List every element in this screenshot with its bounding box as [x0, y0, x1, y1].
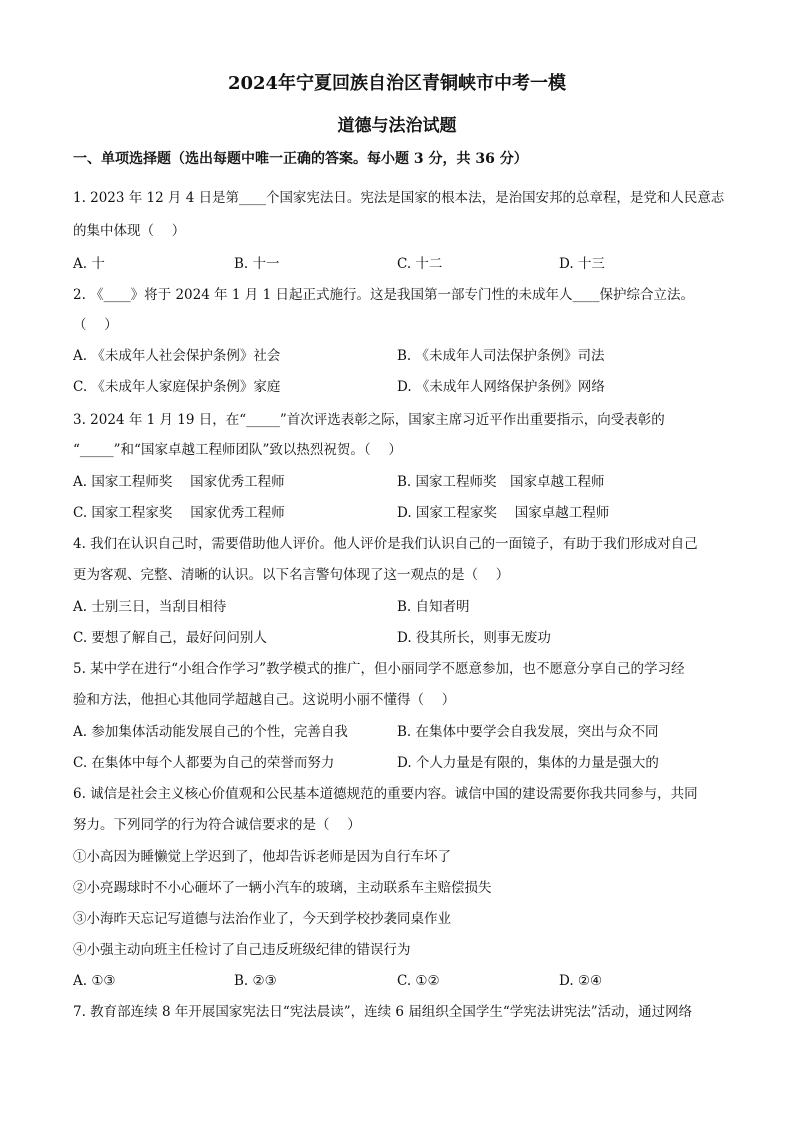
- question-4-option-b: B. 自知者明: [397, 599, 470, 615]
- question-2-option-d: D. 《未成年人网络保护条例》网络: [397, 379, 605, 395]
- question-1-option-a: A. 十: [73, 256, 105, 272]
- question-6-option-d: D. ②④: [559, 973, 603, 989]
- question-3-line-1: 3. 2024 年 1 月 19 日，在“_____”首次评选表彰之际，国家主席习近平作出重要指示，向受表彰的: [73, 412, 665, 428]
- question-6-option-a: A. ①③: [73, 973, 116, 989]
- question-2-option-b: B. 《未成年人司法保护条例》司法: [397, 348, 605, 364]
- exam-title: 2024年宁夏回族自治区青铜峡市中考一模: [227, 73, 567, 94]
- question-3-option-a: A. 国家工程师奖 国家优秀工程师: [73, 474, 285, 490]
- question-1-option-c: C. 十二: [397, 256, 443, 272]
- question-5-option-a: A. 参加集体活动能发展自己的个性，完善自我: [73, 724, 348, 740]
- question-5-option-c: C. 在集体中每个人都要为自己的荣誉而努力: [73, 755, 335, 771]
- question-5-line-1: 5. 某中学在进行“小组合作学习”教学模式的推广，但小丽同学不愿意参加，也不愿意分享自己的学习经: [73, 661, 685, 677]
- question-3-line-2: “_____”和“国家卓越工程师团队”致以热烈祝贺。（ ）: [73, 442, 402, 458]
- question-1-line-1: 1. 2023 年 12 月 4 日是第____个国家宪法日。宪法是国家的根本法，是治国安邦的总章程，是党和人民意志: [73, 190, 725, 206]
- question-4-line-1: 4. 我们在认识自己时，需要借助他人评价。他人评价是我们认识自己的一面镜子，有助于我们形成对自己: [73, 536, 698, 552]
- question-1-option-b: B. 十一: [234, 256, 280, 272]
- question-3-option-c: C. 国家工程家奖 国家优秀工程师: [73, 505, 285, 521]
- question-2-option-a: A. 《未成年人社会保护条例》社会: [73, 348, 281, 364]
- question-6-option-b: B. ②③: [234, 973, 277, 989]
- question-5-option-d: D. 个人力量是有限的，集体的力量是强大的: [397, 755, 659, 771]
- question-1-option-d: D. 十三: [559, 256, 605, 272]
- question-4-option-d: D. 役其所长，则事无废功: [397, 630, 551, 646]
- question-3-option-d: D. 国家工程家奖 国家卓越工程师: [397, 505, 610, 521]
- question-2-line-1: 2. 《____》将于 2024 年 1 月 1 日起正式施行。这是我国第一部专门性的未成年人____保护综合立法。: [73, 287, 694, 303]
- question-6-statement-1: ①小高因为睡懒觉上学迟到了，他却告诉老师是因为自行车坏了: [73, 849, 451, 865]
- section-heading: 一、单项选择题（选出每题中唯一正确的答案。每小题 3 分，共 36 分）: [73, 151, 528, 167]
- question-5-line-2: 验和方法，他担心其他同学超越自己。这说明小丽不懂得（ ）: [73, 692, 456, 708]
- question-2-line-2: （ ）: [73, 317, 118, 333]
- question-5-option-b: B. 在集体中要学会自我发展，突出与众不同: [397, 724, 659, 740]
- question-4-line-2: 更为客观、完整、清晰的认识。以下名言警句体现了这一观点的是（ ）: [73, 567, 510, 583]
- question-6-statement-3: ③小海昨天忘记写道德与法治作业了，今天到学校抄袭同桌作业: [73, 911, 451, 927]
- question-1-line-2: 的集中体现（ ）: [73, 223, 186, 239]
- question-4-option-c: C. 要想了解自己，最好问问别人: [73, 630, 267, 646]
- question-4-option-a: A. 士别三日，当刮目相待: [73, 599, 227, 615]
- exam-subtitle: 道德与法治试题: [337, 116, 457, 136]
- question-6-statement-2: ②小亮踢球时不小心砸坏了一辆小汽车的玻璃，主动联系车主赔偿损失: [73, 880, 492, 896]
- question-6-option-c: C. ①②: [397, 973, 440, 989]
- question-6-line-2: 努力。下列同学的行为符合诚信要求的是（ ）: [73, 817, 361, 833]
- question-3-option-b: B. 国家工程师奖 国家卓越工程师: [397, 474, 605, 490]
- question-2-option-c: C. 《未成年人家庭保护条例》家庭: [73, 379, 281, 395]
- question-7-line-1: 7. 教育部连续 8 年开展国家宪法日“宪法晨读”，连续 6 届组织全国学生“学宪法讲宪法”活动，通过网络: [73, 1004, 693, 1020]
- question-6-statement-4: ④小强主动向班主任检讨了自己违反班级纪律的错误行为: [73, 942, 411, 958]
- question-6-line-1: 6. 诚信是社会主义核心价值观和公民基本道德规范的重要内容。诚信中国的建设需要你我共同参与，共同: [73, 786, 698, 802]
